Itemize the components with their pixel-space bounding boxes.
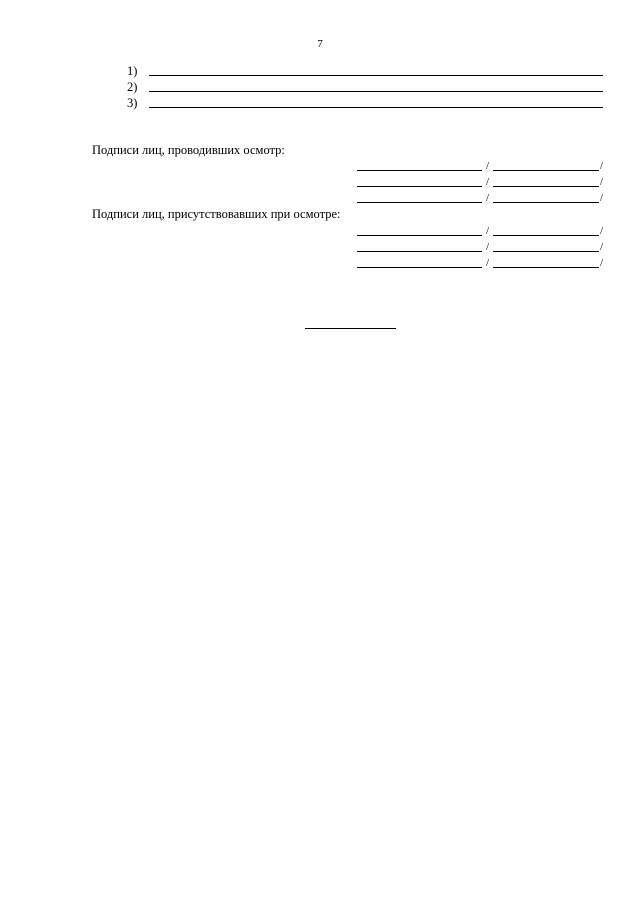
signature-separator: / (486, 176, 490, 188)
list-item (127, 78, 603, 94)
signature-row (357, 174, 605, 188)
list-item (127, 62, 603, 78)
signature-row (357, 239, 605, 253)
signature-line[interactable] (357, 186, 482, 187)
item-number: 2) (127, 80, 138, 94)
signature-row (357, 223, 605, 237)
item-number: 3) (127, 96, 138, 110)
signature-separator: / (486, 257, 490, 269)
signature-separator: / (600, 225, 604, 237)
page-number: 7 (317, 38, 323, 50)
signature-separator: / (600, 241, 604, 253)
name-line[interactable] (493, 202, 599, 203)
name-line[interactable] (493, 251, 599, 252)
signature-separator: / (486, 241, 490, 253)
present-signatures-heading: Подписи лиц, присутствовавших при осмотре: (92, 207, 341, 221)
blank-line[interactable] (149, 95, 603, 108)
signature-line[interactable] (357, 267, 482, 268)
conducted-signatures-heading: Подписи лиц, проводивших осмотр: (92, 143, 285, 157)
name-line[interactable] (493, 267, 599, 268)
signature-line[interactable] (357, 202, 482, 203)
signature-line[interactable] (357, 235, 482, 236)
signature-separator: / (600, 176, 604, 188)
end-of-document-divider (305, 328, 396, 329)
signature-row (357, 158, 605, 172)
signature-line[interactable] (357, 251, 482, 252)
item-number: 1) (127, 64, 138, 78)
blank-line[interactable] (149, 79, 603, 92)
name-line[interactable] (493, 170, 599, 171)
signature-separator: / (600, 257, 604, 269)
signature-separator: / (486, 192, 490, 204)
blank-line[interactable] (149, 63, 603, 76)
signature-separator: / (486, 225, 490, 237)
name-line[interactable] (493, 186, 599, 187)
list-item (127, 94, 603, 110)
signature-row (357, 255, 605, 269)
name-line[interactable] (493, 235, 599, 236)
signature-line[interactable] (357, 170, 482, 171)
signature-separator: / (486, 160, 490, 172)
signature-separator: / (600, 160, 604, 172)
signature-row (357, 190, 605, 204)
signature-separator: / (600, 192, 604, 204)
